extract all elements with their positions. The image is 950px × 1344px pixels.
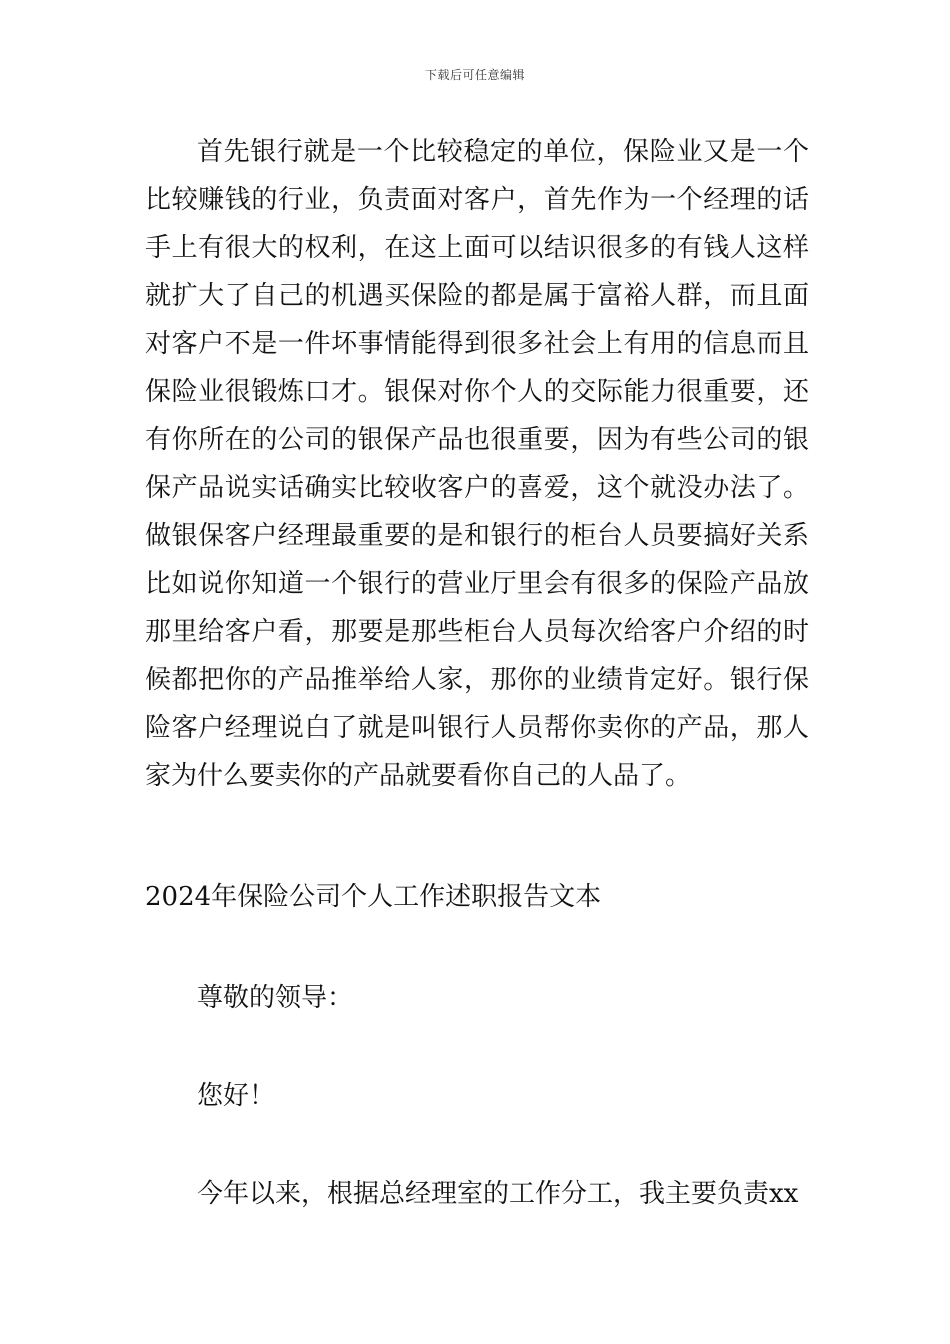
salutation: 尊敬的领导： (197, 983, 354, 1013)
page-header-note: 下载后可任意编辑 (424, 68, 525, 82)
greeting: 您好！ (197, 1081, 276, 1111)
body-paragraph-2: 今年以来，根据总经理室的工作分工，我主要负责xx (197, 1179, 799, 1209)
body-paragraph-1: 首先银行就是一个比较稳定的单位，保险业又是一个比较赚钱的行业，负责面对客户，首先作为一个经理的话手上有很大的权利，在这上面可以结识很多的有钱人这样就扩大了自己的机遇买保险的都是属于富裕人群，而且面对客户不是一件坏事情能得到很多社会上有用的信息而且保险业很锻炼口才。银保对你个人的交际能力很重要，还有你所在的公司的银保产品也很重要，因为有些公司的银保产品说实话确实比较收客户的喜爱，这个就没办法了。做银保客户经理最重要的是和银行的柜台人员要搞好关系比如说你知道一个银行的营业厅里会有很多的保险产品放那里给客户看，那要是那些柜台人员每次给客户介绍的时候都把你的产品推举给人家，那你的业绩肯定好。银行保险客户经理说白了就是叫银行人员帮你卖你的产品，那人家为什么要卖你的产品就要看你自己的人品了。 (145, 137, 809, 791)
document-title: 2024年保险公司个人工作述职报告文本 (145, 882, 602, 912)
